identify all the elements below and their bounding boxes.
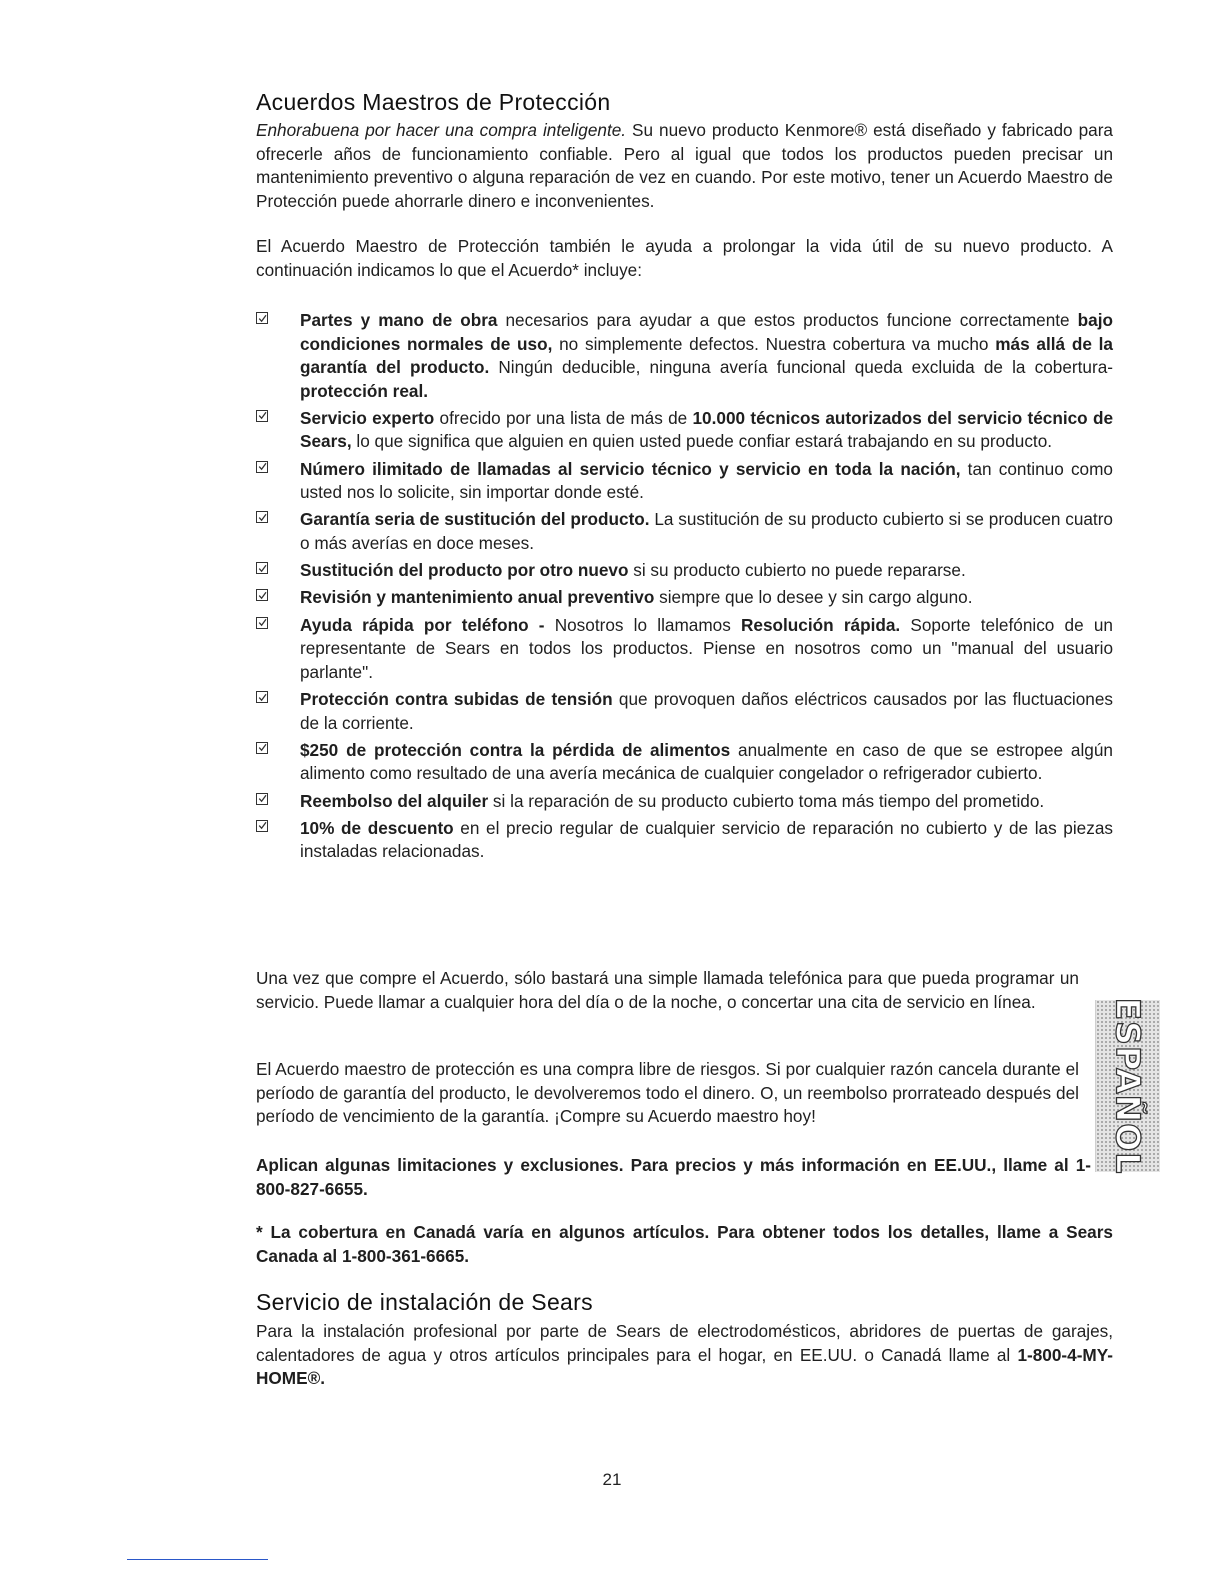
benefit-text: ofrecido por una lista de más de — [434, 407, 693, 428]
benefit-text: lo que significa que alguien en quien usted puede confiar estará trabajando en su producto. — [351, 431, 1053, 452]
benefit-text: no simplemente defectos. Nuestra cobertura va mucho — [552, 333, 996, 354]
checked-box-icon — [256, 820, 268, 832]
installation-text: Para la instalación profesional por parte de Sears de electrodomésticos, abridores de puertas de garajes, calentadores de agua y otros artículos principales para el hogar, en EE.UU. o Canadá llame al — [256, 1321, 1113, 1365]
benefit-item — [256, 739, 1113, 786]
benefit-item — [256, 458, 1113, 505]
checked-box-icon — [256, 410, 268, 422]
checked-box-icon — [256, 562, 268, 574]
language-side-tab — [1095, 997, 1160, 1175]
benefit-text: Ningún deducible, ninguna avería funcional queda excluida de la cobertura- — [489, 357, 1113, 377]
footer-rule — [127, 1559, 268, 1560]
benefit-bold-text: Servicio experto — [300, 407, 435, 428]
page-number: 21 — [602, 1470, 622, 1489]
benefit-text: si su producto cubierto no puede repararse. — [628, 560, 966, 581]
benefit-bold-text: Resolución rápida. — [741, 614, 901, 635]
benefit-text: Nosotros lo llamamos — [544, 614, 741, 635]
benefit-bold-text: $250 de protección contra la pérdida de alimentos — [300, 739, 731, 760]
benefit-text: La sustitución de su producto cubierto si se producen cuatro o más averías en doce meses. — [300, 509, 1113, 553]
benefit-item — [256, 790, 1113, 814]
section-title-protection: Acuerdos Maestros de Protección — [256, 89, 611, 115]
benefit-bold-text: Partes y mano de obra — [300, 310, 498, 330]
benefit-bold-text: Ayuda rápida por teléfono - — [300, 614, 545, 635]
risk-free-paragraph: El Acuerdo maestro de protección es una compra libre de riesgos. Si por cualquier razón cancela durante el período de garantía del producto, le devolveremos todo el dinero. O, un reembolso prorrateado después del período de vencimiento de la garantía. ¡Compre su Acuerdo maestro hoy! — [256, 1059, 1079, 1126]
intro-italic-text: Enhorabuena por hacer una compra inteligente. — [256, 120, 627, 140]
benefit-bold-text: Protección contra subidas de tensión — [300, 689, 613, 710]
benefit-item — [256, 688, 1113, 735]
checked-box-icon — [256, 691, 268, 703]
benefit-bold-text: Garantía seria de sustitución del producto. — [300, 509, 650, 530]
benefit-text: si la reparación de su producto cubierto toma más tiempo del prometido. — [488, 790, 1045, 811]
benefit-text: que provoquen daños eléctricos causados por las fluctuaciones de la corriente. — [300, 689, 1113, 733]
benefit-bold-text: 10.000 técnicos autorizados del servicio técnico de Sears, — [300, 407, 1114, 452]
includes-paragraph: El Acuerdo Maestro de Protección también le ayuda a prolongar la vida útil de su nuevo producto. A continuación indicamos lo que el Acuerdo* incluye: — [256, 236, 1113, 280]
installation-paragraph — [256, 1320, 1113, 1391]
benefit-item — [256, 614, 1113, 685]
benefit-bold-text: Sustitución del producto por otro nuevo — [300, 560, 629, 581]
benefit-text: en el precio regular de cualquier servicio de reparación no cubierto y de las piezas instaladas relacionadas. — [300, 817, 1113, 862]
language-tab-label: ESPAÑOL — [1108, 997, 1148, 1175]
benefit-item — [256, 407, 1113, 454]
benefit-item — [256, 309, 1113, 403]
benefits-list — [256, 309, 1113, 868]
benefit-bold-text: protección real. — [300, 380, 428, 401]
intro-paragraph — [256, 119, 1113, 213]
benefit-bold-text: bajo condiciones normales de uso, — [300, 310, 1113, 354]
limitations-paragraph: Aplican algunas limitaciones y exclusiones. Para precios y más información en EE.UU., llame al 1-800-827-6655. — [256, 1155, 1091, 1199]
benefit-item — [256, 817, 1113, 864]
schedule-service-paragraph: Una vez que compre el Acuerdo, sólo bastará una simple llamada telefónica para que pueda programar un servicio. Puede llamar a cualquier hora del día o de la noche, o concertar una cita de servicio en línea. — [256, 968, 1079, 1012]
installation-phone: 1-800-4-MY-HOME®. — [256, 1344, 1113, 1388]
benefit-text: anualmente en caso de que se estropee algún alimento como resultado de una avería mecánica de cualquier congelador o refrigerador cubierto. — [300, 739, 1113, 784]
checked-box-icon — [256, 461, 268, 473]
benefit-item — [256, 559, 1113, 583]
benefit-bold-text: Número ilimitado de llamadas al servicio técnico y servicio en toda la nación, — [300, 458, 961, 479]
checked-box-icon — [256, 617, 268, 629]
benefit-bold-text: 10% de descuento — [300, 817, 454, 838]
benefit-text: siempre que lo desee y sin cargo alguno. — [654, 587, 973, 608]
benefit-item — [256, 586, 1113, 610]
benefit-text: Soporte telefónico de un representante de Sears en todos los productos. Piense en nosotros como un "manual del usuario parlante". — [300, 614, 1113, 682]
benefit-text: necesarios para ayudar a que estos productos funcione correctamente — [497, 310, 1078, 330]
benefit-item — [256, 508, 1113, 555]
benefit-bold-text: más allá de la garantía del producto. — [300, 333, 1113, 377]
checked-box-icon — [256, 511, 268, 523]
intro-body-text: Su nuevo producto Kenmore® está diseñado y fabricado para ofrecerle años de funcionamiento confiable. Pero al igual que todos los productos pueden precisar un mantenimiento preventivo o alguna reparación de vez en cuando. Por este motivo, tener un Acuerdo Maestro de Protección puede ahorrarle dinero e inconvenientes. — [256, 120, 1113, 211]
canada-coverage-note: * La cobertura en Canadá varía en algunos artículos. Para obtener todos los detalles, llame a Sears Canada al 1-800-361-6665. — [256, 1222, 1113, 1266]
checked-box-icon — [256, 742, 268, 754]
benefit-text: tan continuo como usted nos lo solicite, sin importar donde esté. — [300, 458, 1113, 503]
section-title-installation: Servicio de instalación de Sears — [256, 1289, 593, 1315]
benefit-bold-text: Revisión y mantenimiento anual preventivo — [300, 587, 655, 608]
benefit-bold-text: Reembolso del alquiler — [300, 790, 489, 811]
checked-box-icon — [256, 589, 268, 601]
checked-box-icon — [256, 793, 268, 805]
checked-box-icon — [256, 312, 268, 324]
